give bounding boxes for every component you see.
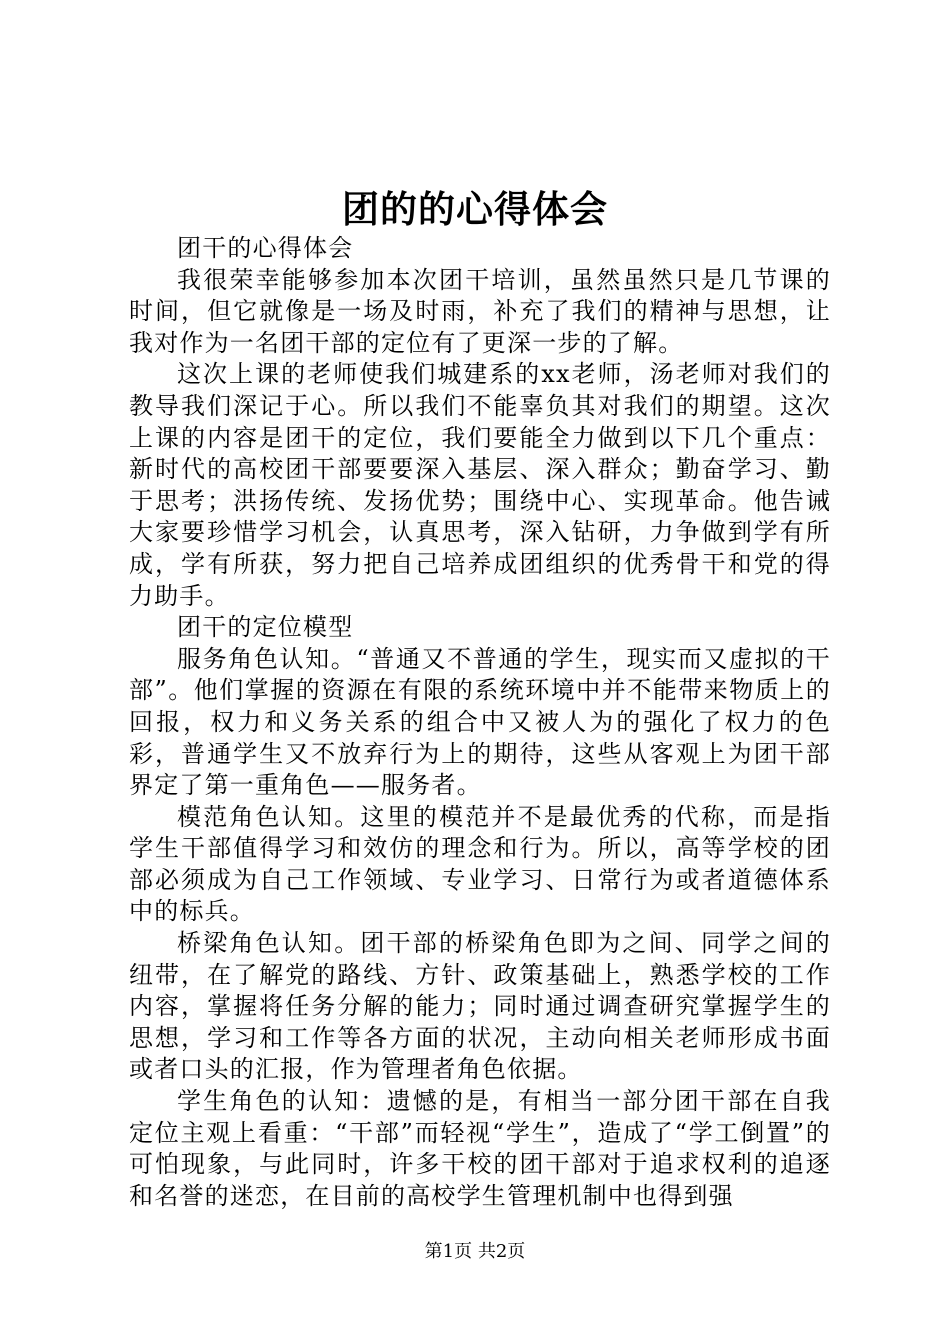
paragraph: 我很荣幸能够参加本次团干培训，虽然虽然只是几节课的时间，但它就像是一场及时雨，补充了我们的精神与思想，让我对作为一名团干部的定位有了更深一步的了解。 bbox=[129, 265, 831, 357]
document-title: 团的的心得体会 bbox=[342, 187, 608, 231]
paragraph: 学生角色的认知：遗憾的是，有相当一部分团干部在自我定位主观上看重：“干部”而轻视“学生”，造成了“学工倒置”的可怕现象，与此同时，许多干校的团干部对于追求权利的追逐和名誉的迷恋，在目前的高校学生管理机制中也得到强 bbox=[129, 1087, 831, 1210]
paragraph: 桥梁角色认知。团干部的桥梁角色即为之间、同学之间的纽带，在了解党的路线、方针、政策基础上，熟悉学校的工作内容，掌握将任务分解的能力；同时通过调查研究掌握学生的思想，学习和工作等各方面的状况，主动向相关老师形成书面或者口头的汇报，作为管理者角色依据。 bbox=[129, 929, 831, 1084]
paragraph: 团干的心得体会 bbox=[177, 234, 354, 262]
page-footer: 第1页 共2页 bbox=[424, 1241, 526, 1262]
paragraph: 模范角色认知。这里的模范并不是最优秀的代称，而是指学生干部值得学习和效仿的理念和行为。所以，高等学校的团部必须成为自己工作领域、专业学习、日常行为或者道德体系中的标兵。 bbox=[129, 802, 831, 926]
document-body bbox=[129, 233, 831, 1212]
paragraph: 这次上课的老师使我们城建系的xx老师，汤老师对我们的教导我们深记于心。所以我们不能辜负其对我们的期望。这次上课的内容是团干的定位，我们要能全力做到以下几个重点：新时代的高校团干部要要深入基层、深入群众；勤奋学习、勤于思考；洪扬传统、发扬优势；围绕中心、实现革命。他告诫大家要珍惜学习机会，认真思考，深入钻研，力争做到学有所成，学有所获，努力把自己培养成团组织的优秀骨干和党的得力助手。 bbox=[129, 360, 831, 610]
paragraph: 服务角色认知。“普通又不普通的学生，现实而又虚拟的干部”。他们掌握的资源在有限的系统环境中并不能带来物质上的回报，权力和义务关系的组合中又被人为的强化了权力的色彩，普通学生又不放弃行为上的期待，这些从客观上为团干部界定了第一重角色——服务者。 bbox=[129, 644, 831, 800]
paragraph: 团干的定位模型 bbox=[177, 613, 354, 642]
